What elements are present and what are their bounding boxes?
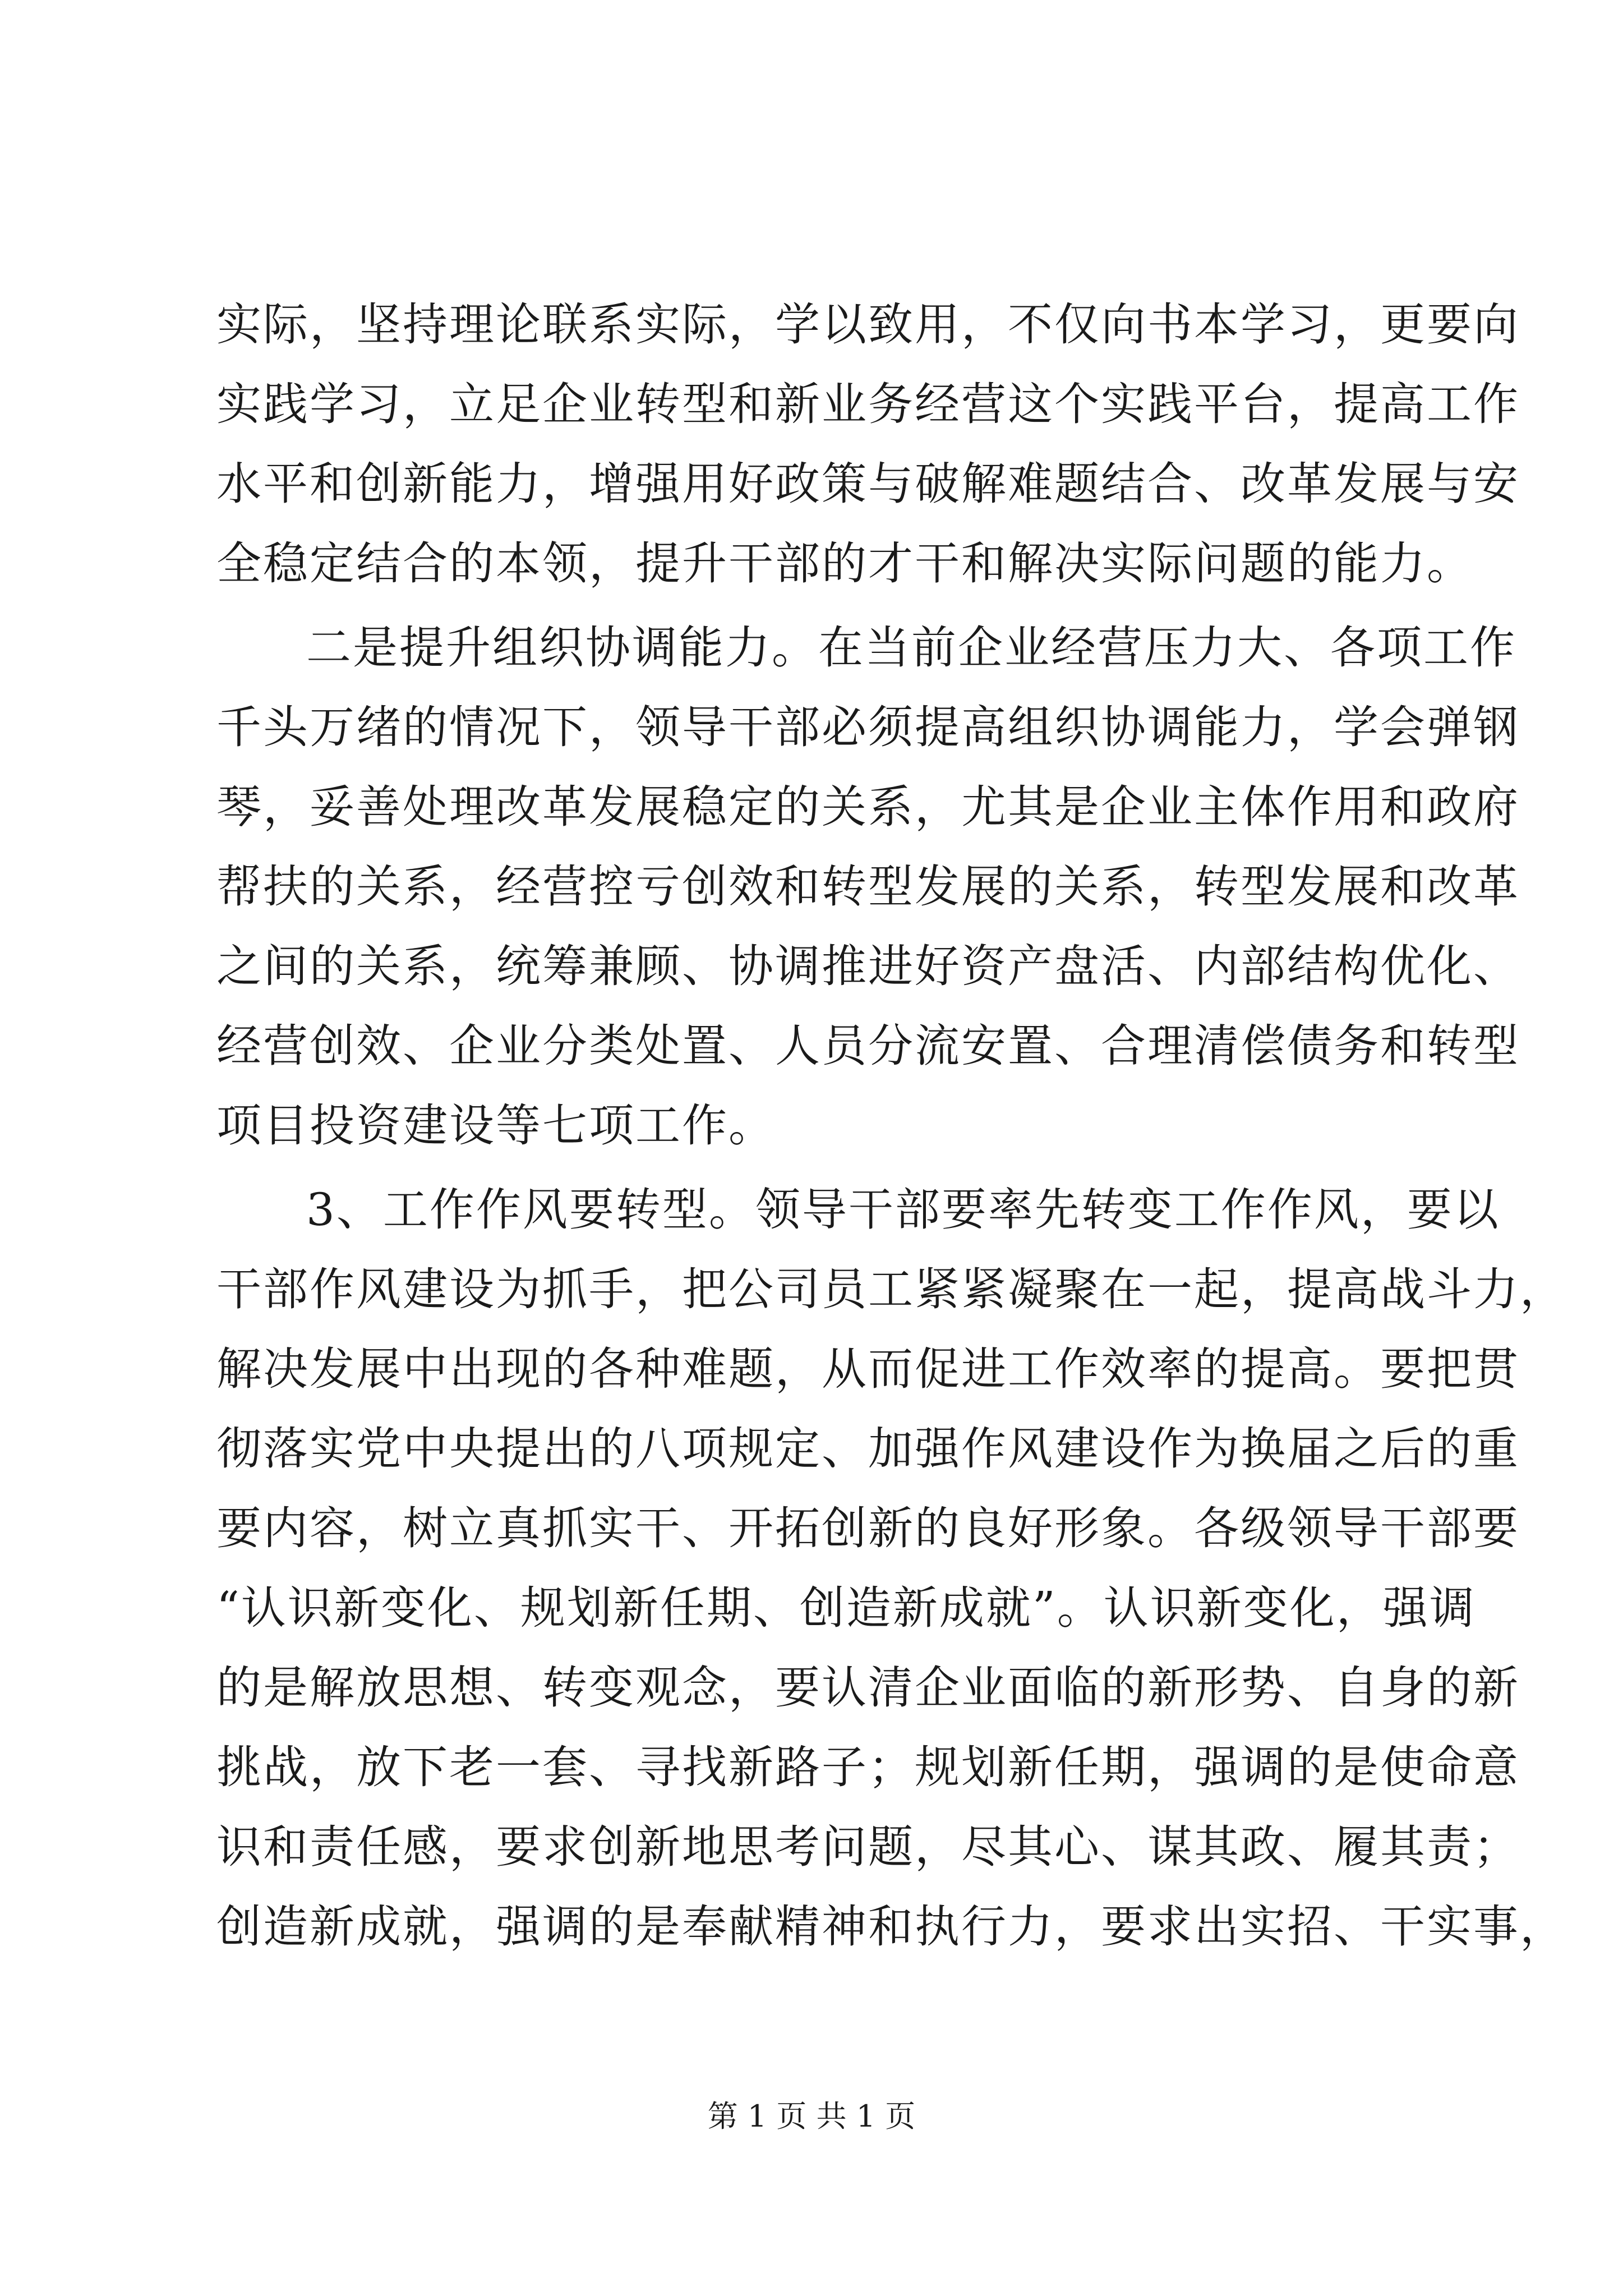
text-line: 解决发展中出现的各种难题，从而促进工作效率的提高。要把贯 <box>216 1343 1520 1395</box>
text-line: 千头万绪的情况下，领导干部必须提高组织协调能力，学会弹钢 <box>216 701 1520 753</box>
paragraph-2 <box>216 608 1520 1166</box>
text-line: 之间的关系，统筹兼顾、协调推进好资产盘活、内部结构优化、 <box>216 940 1520 992</box>
text-line: 3、工作作风要转型。领导干部要率先转变工作作风，要以 <box>306 1184 1500 1236</box>
text-line: 项目投资建设等七项工作。 <box>216 1099 775 1152</box>
text-line: 帮扶的关系，经营控亏创效和转型发展的关系，转型发展和改革 <box>216 861 1520 913</box>
text-line: 二是提升组织协调能力。在当前企业经营压力大、各项工作 <box>306 622 1516 674</box>
text-line: 要内容，树立真抓实干、开拓创新的良好形象。各级领导干部要 <box>216 1502 1520 1554</box>
paragraph-3 <box>216 1170 1566 1967</box>
page-footer <box>0 2097 1623 2136</box>
text-line: 彻落实党中央提出的八项规定、加强作风建设作为换届之后的重 <box>216 1423 1520 1475</box>
text-line: 琴，妥善处理改革发展稳定的关系，尤其是企业主体作用和政府 <box>216 781 1520 833</box>
text-line: 全稳定结合的本领，提升干部的才干和解决实际问题的能力。 <box>216 537 1473 590</box>
text-line: 实践学习，立足企业转型和新业务经营这个实践平台，提高工作 <box>216 378 1520 430</box>
text-line: 水平和创新能力，增强用好政策与破解难题结合、改革发展与安 <box>216 458 1520 510</box>
text-line: 识和责任感，要求创新地思考问题，尽其心、谋其政、履其责； <box>216 1821 1520 1873</box>
text-line: 实际，坚持理论联系实际，学以致用，不仅向书本学习，更要向 <box>216 298 1520 351</box>
text-line: 干部作风建设为抓手，把公司员工紧紧凝聚在一起，提高战斗力， <box>216 1263 1566 1315</box>
page-number-label: 第 1 页 共 1 页 <box>707 2099 916 2134</box>
paragraph-1 <box>216 285 1520 604</box>
text-line: 经营创效、企业分类处置、人员分流安置、合理清偿债务和转型 <box>216 1020 1520 1072</box>
text-line: “认识新变化、规划新任期、创造新成就”。认识新变化，强调 <box>216 1582 1476 1634</box>
text-line: 创造新成就，强调的是奉献精神和执行力，要求出实招、干实事， <box>216 1901 1566 1953</box>
text-line: 的是解放思想、转变观念，要认清企业面临的新形势、自身的新 <box>216 1662 1520 1714</box>
text-line: 挑战，放下老一套、寻找新路子；规划新任期，强调的是使命意 <box>216 1741 1520 1793</box>
document-body <box>216 285 1566 1967</box>
